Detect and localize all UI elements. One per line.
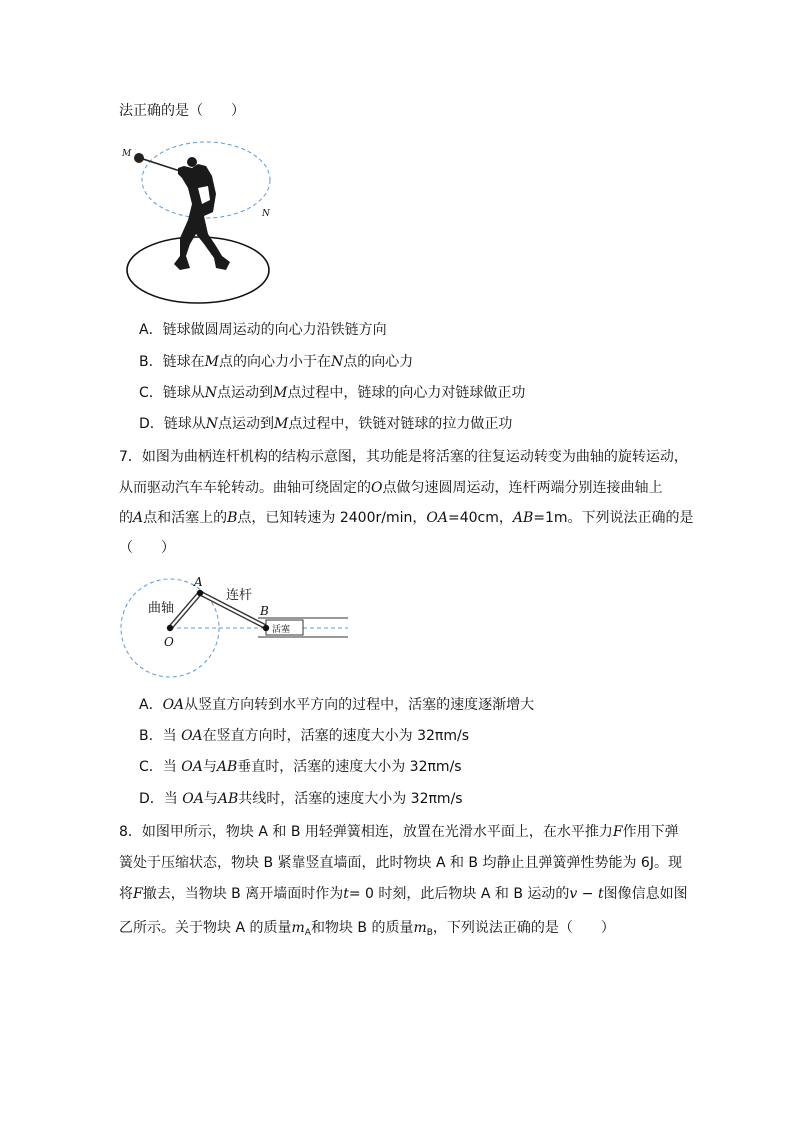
label-A: A: [194, 575, 203, 589]
label-M: M: [122, 149, 132, 159]
joint-B: [263, 625, 269, 631]
hammer-ball: [134, 153, 144, 163]
hammer-chain: [143, 159, 180, 171]
q7-stem-line-3: 的A点和活塞上的B点，已知转速为 2400r/min，OA=40cm，AB=1m。下列说法正确的是: [119, 510, 694, 526]
q7-option-c: C．当 OA与AB垂直时，活塞的速度大小为 32πm/s: [139, 759, 462, 775]
label-O: O: [164, 635, 174, 649]
label-crank: 曲轴: [148, 601, 175, 616]
q8-stem-line-1: 8．如图甲所示，物块 A 和 B 用轻弹簧相连，放置在光滑水平面上，在水平推力F作用下弹: [119, 824, 679, 840]
q8-stem-line-4: 乙所示。关于物块 A 的质量$m_A$和物块 B 的质量$m_B$，下列说法正确的是（ ）: [119, 920, 615, 938]
q7-stem-line-1: 7．如图为曲柄连杆机构的结构示意图，其功能是将活塞的往复运动转变为曲轴的旋转运动，: [119, 449, 688, 465]
q6-option-d: D．链球从N点运动到M点过程中，铁链对链球的拉力做正功: [139, 416, 513, 432]
hammer-throw-figure: [118, 138, 278, 308]
label-B: B: [260, 604, 269, 618]
q8-stem-line-2: 簧处于压缩状态，物块 B 紧靠竖直墙面，此时物块 A 和 B 均静止且弹簧弹性势能为 6J。现: [119, 855, 682, 871]
q7-stem-line-4: （ ）: [119, 540, 175, 556]
q8-stem-line-3: 将F撤去，当物块 B 离开墙面时作为t= 0 时刻，此后物块 A 和 B 运动的v − t图像信息如图: [119, 886, 688, 902]
q6-option-a: A．链球做圆周运动的向心力沿铁链方向: [139, 322, 387, 338]
label-piston: 活塞: [272, 625, 291, 635]
throwing-circle: [127, 237, 269, 303]
crank-rod-figure: [118, 572, 358, 682]
q6-stem-tail: 法正确的是（ ）: [119, 103, 245, 119]
label-rod: 连杆: [226, 588, 253, 603]
q7-option-d: D．当 OA与AB共线时，活塞的速度大小为 32πm/s: [139, 791, 463, 807]
q7-option-b: B．当 OA在竖直方向时，活塞的速度大小为 32πm/s: [139, 728, 469, 744]
joint-A: [197, 590, 203, 596]
label-N: N: [262, 209, 270, 219]
q7-stem-line-2: 从而驱动汽车车轮转动。曲轴可绕固定的O点做匀速圆周运动，连杆两端分别连接曲轴上: [119, 480, 663, 496]
q6-option-c: C．链球从N点运动到M点过程中，链球的向心力对链球做正功: [139, 385, 526, 401]
q6-option-b: B．链球在M点的向心力小于在N点的向心力: [139, 354, 414, 370]
q7-option-a: A．OA从竖直方向转到水平方向的过程中，活塞的速度逐渐增大: [139, 697, 535, 713]
joint-O: [167, 625, 173, 631]
